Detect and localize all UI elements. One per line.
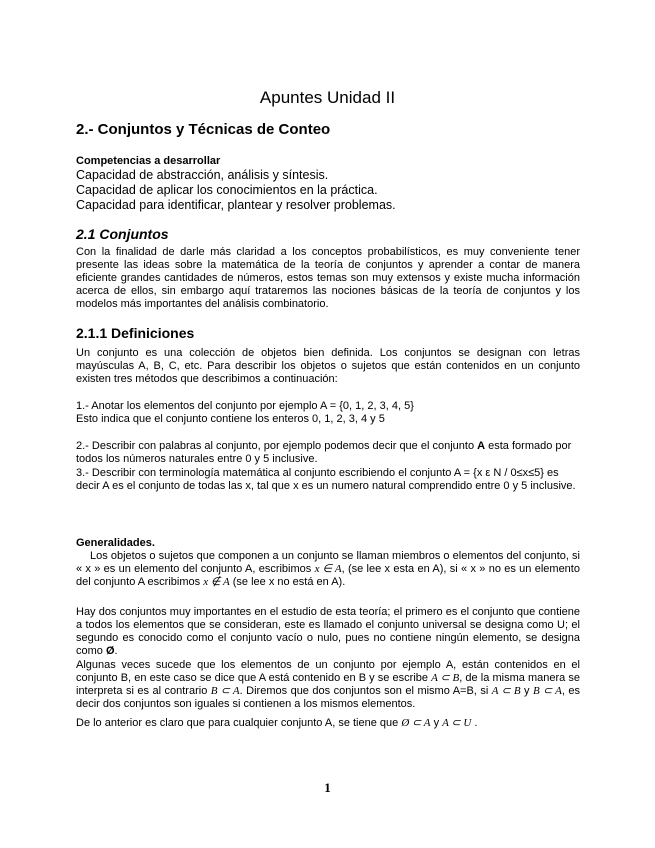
metodo-3 xyxy=(76,467,580,493)
text-run: , de la misma manera se interpreta si es al contrario xyxy=(76,672,581,697)
text-run: , es decir dos conjuntos son iguales si contienen a los mismos elementos. xyxy=(76,685,581,710)
metodo-2-text: 2.- Describir con palabras al conjunto, por ejemplo podemos decir que el conjunto xyxy=(76,440,478,452)
subsection-heading-definiciones: 2.1.1 Definiciones xyxy=(76,325,195,341)
math-not-element-of: x ∉ A xyxy=(203,576,230,588)
math-element-of: x ∈ A xyxy=(314,563,342,575)
generalidades-p1 xyxy=(76,550,580,589)
competencias-list xyxy=(76,168,396,213)
subsection-heading-conjuntos: 2.1 Conjuntos xyxy=(76,226,169,242)
metodo-3-text-end: es decir A es el conjunto de todas las x, tal que x es un numero natural comprendido entre 0 y 5 inclusive. xyxy=(76,467,576,492)
metodo-1-text: 1.- Anotar los elementos del conjunto por ejemplo A = {0, 1, 2, 3, 4, 5} xyxy=(76,400,414,412)
math-subset: A ⊂ U xyxy=(442,717,472,729)
text-run: Algunas veces sucede que los elementos de un conjunto por ejemplo A, están contenidos en el conjunto B, en este caso se dice que A está contenido en B y se escribe xyxy=(76,659,580,684)
empty-set-symbol: Ø xyxy=(105,645,115,657)
generalidades-heading: Generalidades. xyxy=(76,537,155,549)
generalidades-p2 xyxy=(76,606,580,658)
text-run: . xyxy=(471,717,478,729)
math-subset: A ⊂ B xyxy=(431,672,460,684)
text-run: , (se lee x esta en A), si « x » no es un elemento del conjunto A escribimos xyxy=(76,563,580,588)
section-heading: 2.- Conjuntos y Técnicas de Conteo xyxy=(76,121,331,138)
metodo-3-text: 3.- Describir con terminología matemática al conjunto escribiendo el conjunto xyxy=(76,467,454,479)
math-subset: A ⊂ B xyxy=(491,685,521,697)
text-run: y xyxy=(520,685,534,697)
page-title: Apuntes Unidad II xyxy=(259,88,396,107)
math-subset: B ⊂ A xyxy=(533,685,562,697)
text-run: Hay dos conjuntos muy importantes en el estudio de esta teoría; el primero es el conjunto que contiene a todos los elementos que se consideran, este es llamado el conjunto universal se designa como U; el segundo es conocido como el conjunto vacío o nulo, pues no contiene ningún elemento, se designa como xyxy=(76,606,580,657)
competencia-item: Capacidad para identificar, plantear y resolver problemas. xyxy=(76,198,396,212)
set-name-bold: A xyxy=(477,440,486,452)
text-run: De lo anterior es claro que para cualquier conjunto A, se tiene que xyxy=(76,717,402,729)
generalidades-p4 xyxy=(76,717,580,730)
text-run: . Diremos que dos conjuntos son el mismo A=B, si xyxy=(239,685,492,697)
math-subset: B ⊂ A xyxy=(210,685,240,697)
metodo-2-text-end: esta formado por todos los números naturales entre 0 y 5 inclusive. xyxy=(76,440,572,465)
competencia-item: Capacidad de aplicar los conocimientos en la práctica. xyxy=(76,183,378,197)
metodo-1 xyxy=(76,400,580,426)
page-number: 1 xyxy=(324,780,331,795)
text-run: Los objetos o sujetos que componen a un conjunto se llaman miembros o elementos del conjunto, si « x » es un elemento del conjunto A, escribimos xyxy=(76,550,580,575)
competencias-heading: Competencias a desarrollar xyxy=(76,155,221,167)
generalidades-p3 xyxy=(76,659,580,711)
text-run: y xyxy=(430,717,443,729)
set-builder-formula: A = {x ε N / 0≤x≤5} xyxy=(453,467,544,479)
math-subset: Ø ⊂ A xyxy=(401,717,431,729)
period: . xyxy=(114,645,118,657)
text-run: (se lee x no está en A). xyxy=(229,576,346,588)
competencia-item: Capacidad de abstracción, análisis y síntesis. xyxy=(76,168,329,182)
metodo-2 xyxy=(76,440,580,466)
metodo-1-note: Esto indica que el conjunto contiene los enteros 0, 1, 2, 3, 4 y 5 xyxy=(76,413,385,425)
conjuntos-paragraph: Con la finalidad de darle más claridad a los conceptos probabilísticos, es muy conveniente tener presente las ideas sobre la matemática de la teoría de conjuntos y aprender a contar de manera eficiente grandes cantidades de números, estos temas son muy extensos y existe mucha información acerca de ellos, sin embargo aquí trataremos las nociones básicas de la teoría de conjuntos y los modelos más importantes del análisis combinatorio. xyxy=(76,246,580,310)
definiciones-intro: Un conjunto es una colección de objetos bien definida. Los conjuntos se designan con letras mayúsculas A, B, C, etc. Para describir los objetos o sujetos que están contenidos en un conjunto existen tres métodos que describimos a continuación: xyxy=(76,347,580,385)
